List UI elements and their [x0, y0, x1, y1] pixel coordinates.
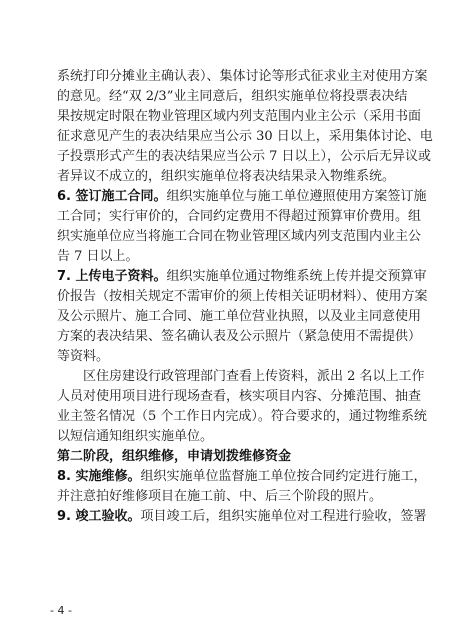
document-body [57, 67, 433, 527]
step-6-heading: 6. 签订施工合同。 [57, 189, 167, 204]
text-line: 价报告（按相关规定不需审价的须上传相关证明材料）、使用方案 [57, 289, 428, 304]
step-9-text: 项目竣工后，组织实施单位对工程进行验收，签署 [140, 509, 427, 524]
text-line: 的意见。经“双 2/3”业主同意后，组织实施单位将投票表决结 [57, 89, 408, 104]
text-line: 及公示照片、施工合同、施工单位营业执照，以及业主同意使用 [57, 309, 422, 324]
text-line: 等资料。 [57, 349, 110, 364]
text-line: 织实施单位应当将施工合同在物业管理区域内列支范围内业主公 [57, 229, 422, 244]
stage-2-heading: 第二阶段，组织维修，申请划拨维修资金 [57, 449, 292, 464]
text-line: 工合同；实行审价的，合同约定费用不得超过预算审价费用。组 [57, 209, 422, 224]
step-9-heading: 9. 竣工验收。 [57, 509, 141, 524]
text-line: 区住房建设行政管理部门查看上传资料，派出 2 名以上工作 [83, 369, 425, 384]
text-line: 业主签名情况（5 个工作日内完成）。符合要求的，通过物维系统 [57, 409, 427, 424]
text-line: 果按规定时限在物业管理区域内列支范围内业主公示（采用书面 [57, 109, 422, 124]
step-7-first-line [57, 267, 427, 287]
step-6-text: 组织实施单位与施工单位遵照使用方案签订施 [166, 189, 427, 204]
text-line: 系统打印分摊业主确认表）、集体讨论等形式征求业主对使用方案 [57, 69, 428, 84]
text-line: 方案的表决结果、签名确认表及公示照片（紧急使用不需提供） [57, 329, 422, 344]
step-7-text: 组织实施单位通过物维系统上传并提交预算审 [166, 269, 427, 284]
step-9-first-line [57, 507, 427, 527]
text-line: 子投票形式产生的表决结果应当公示 7 日以上），公示后无异议或 [57, 149, 432, 164]
page-number: - 4 - [50, 604, 72, 617]
text-line: 人员对使用项目进行现场查看，核实项目内容、分摊范围、抽查 [57, 389, 422, 404]
step-8-heading: 8. 实施维修。 [57, 469, 141, 484]
text-line: 并注意拍好维修项目在施工前、中、后三个阶段的照片。 [57, 489, 383, 504]
step-8-text: 组织实施单位监督施工单位按合同约定进行施工， [140, 469, 427, 484]
text-line: 告 7 日以上。 [57, 249, 139, 264]
step-7-heading: 7. 上传电子资料。 [57, 269, 167, 284]
step-8-first-line [57, 467, 427, 487]
text-line: 者异议不成立的，组织实施单位将表决结果录入物维系统。 [57, 169, 396, 184]
text-line: 以短信通知组织实施单位。 [57, 429, 214, 444]
step-6-first-line [57, 187, 427, 207]
text-line: 征求意见产生的表决结果应当公示 30 日以上，采用集体讨论、电 [57, 129, 433, 144]
